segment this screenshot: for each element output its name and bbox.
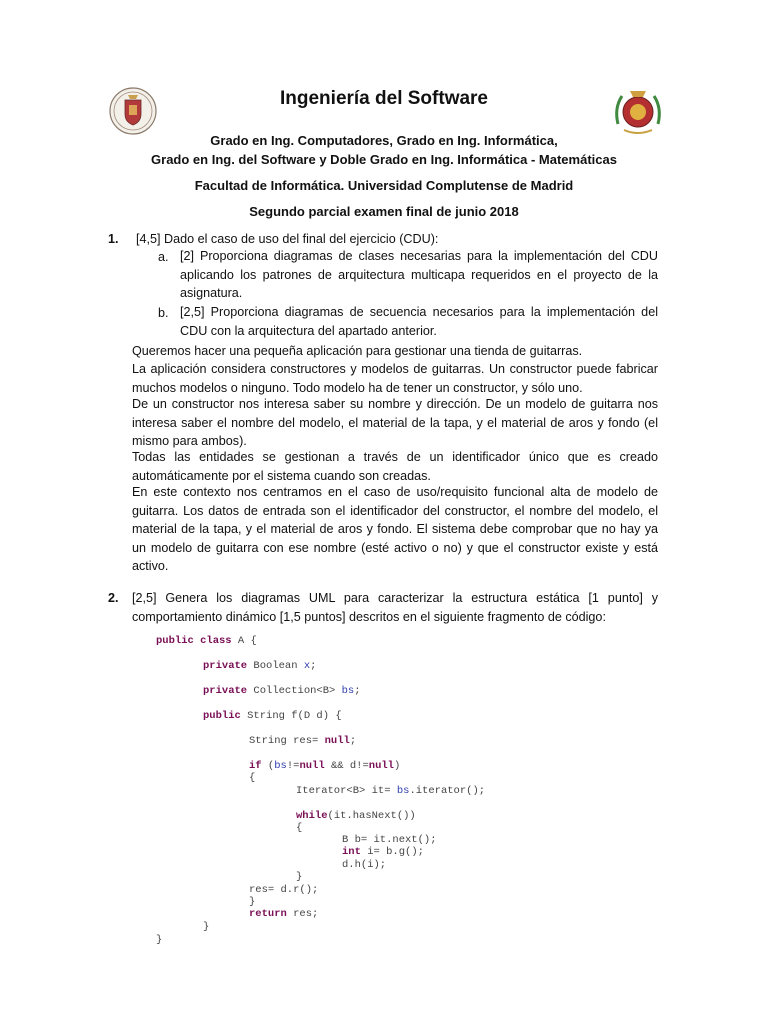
code-text: String res= [249, 735, 325, 747]
code-field: x [303, 660, 311, 672]
code-text: Boolean [247, 660, 304, 672]
code-line: res= d.r(); [249, 884, 319, 896]
code-text: i= b.g(); [360, 846, 424, 858]
code-line [203, 660, 316, 673]
code-text: String f(D d) { [240, 710, 342, 722]
code-keyword: int [342, 846, 361, 858]
code-line [203, 685, 361, 698]
code-line [249, 908, 318, 921]
code-line [296, 785, 485, 798]
degrees-line-2: Grado en Ing. del Software y Doble Grado en Ing. Informática - Matemáticas [151, 152, 617, 167]
question-1-number: 1. [108, 232, 119, 246]
code-text: Collection<B> [247, 685, 342, 697]
code-line: { [296, 822, 303, 834]
question-1-paragraph: La aplicación considera constructores y modelos de guitarras. Un constructor puede fabricar muchos modelos o ninguno. Todo modelo ha de tener un constructor, y sólo uno. [132, 362, 658, 395]
code-line: } [156, 934, 163, 946]
question-1-item-b-label: b. [158, 306, 169, 320]
code-text: A { [231, 635, 257, 647]
question-1-paragraph: Todas las entidades se gestionan a través de un identificador único que es creado automáticamente por el sistema cuando son creadas. [132, 450, 658, 483]
code-line: { [249, 772, 256, 784]
code-line: d.h(i); [342, 859, 387, 871]
code-line [156, 635, 257, 648]
code-text: .iterator(); [409, 785, 486, 797]
code-text: Iterator<B> it= [296, 785, 397, 797]
code-field: bs [396, 785, 410, 797]
question-2-number: 2. [108, 591, 119, 605]
code-line [296, 810, 416, 823]
code-text: ) [393, 760, 401, 772]
code-keyword: if [249, 760, 262, 772]
code-text: (it.hasNext()) [327, 810, 416, 822]
question-1-paragraph: En este contexto nos centramos en el caso de uso/requisito funcional alta de modelo de guitarra. Los datos de entrada son el identificador del constructor, el nombre del modelo, el material de la tapa, y el material de aros y fondo. El sistema debe comprobar que no hay ya un modelo de guitarra con ese nombre (esté activo o no) y que el constructor existe y está activo. [132, 485, 658, 574]
code-line [203, 710, 342, 723]
faculty-line: Facultad de Informática. Universidad Complutense de Madrid [194, 178, 574, 193]
code-line: B b= it.next(); [342, 834, 437, 846]
question-1-paragraph: Queremos hacer una pequeña aplicación para gestionar una tienda de guitarras. [132, 344, 583, 358]
code-line: } [296, 871, 303, 883]
code-text: != [286, 760, 300, 772]
code-line [249, 735, 356, 748]
code-keyword: public [203, 710, 241, 722]
code-keyword: null [368, 760, 394, 772]
code-keyword: while [296, 810, 328, 822]
page-title: Ingeniería del Software [280, 88, 488, 109]
code-keyword: private [203, 685, 248, 697]
code-keyword: private [203, 660, 248, 672]
code-keyword: null [324, 735, 350, 747]
code-text: res; [286, 908, 319, 920]
question-1-item-a-text: [2] Proporciona diagramas de clases necesarias para la implementación del CDU aplicando los patrones de arquitectura multicapa requeridos en el proyecto de la asignatura. [180, 249, 658, 301]
code-text: ( [261, 760, 275, 772]
code-keyword: return [249, 908, 287, 920]
code-keyword: public class [156, 635, 232, 647]
question-1-item-a-label: a. [158, 250, 169, 264]
question-2-text: [2,5] Genera los diagramas UML para caracterizar la estructura estática [1 punto] y comportamiento dinámico [1,5 puntos] descritos en el siguiente fragmento de código: [132, 591, 658, 624]
code-keyword: null [299, 760, 325, 772]
code-text: && d!= [324, 760, 369, 772]
question-1-intro: [4,5] Dado el caso de uso del final del ejercicio (CDU): [136, 232, 439, 246]
code-text: ; [349, 735, 357, 747]
exam-line: Segundo parcial examen final de junio 2018 [249, 204, 519, 219]
code-line [249, 760, 400, 773]
code-line [342, 846, 424, 859]
code-field: bs [274, 760, 287, 772]
degrees-line-1: Grado en Ing. Computadores, Grado en Ing. Informática, [210, 133, 558, 148]
code-text: ; [354, 685, 361, 697]
question-1-paragraph: De un constructor nos interesa saber su nombre y dirección. De un modelo de guitarra nos interesa saber el nombre del modelo, el material de la tapa, y el material de aros y fondo (el mismo para ambos). [132, 397, 658, 449]
code-line: } [203, 921, 210, 933]
code-line: } [249, 896, 256, 908]
question-1-item-b-text: [2,5] Proporciona diagramas de secuencia necesarios para la implementación del CDU con la arquitectura del apartado anterior. [180, 305, 658, 338]
code-text: ; [310, 660, 317, 672]
code-field: bs [341, 685, 355, 697]
